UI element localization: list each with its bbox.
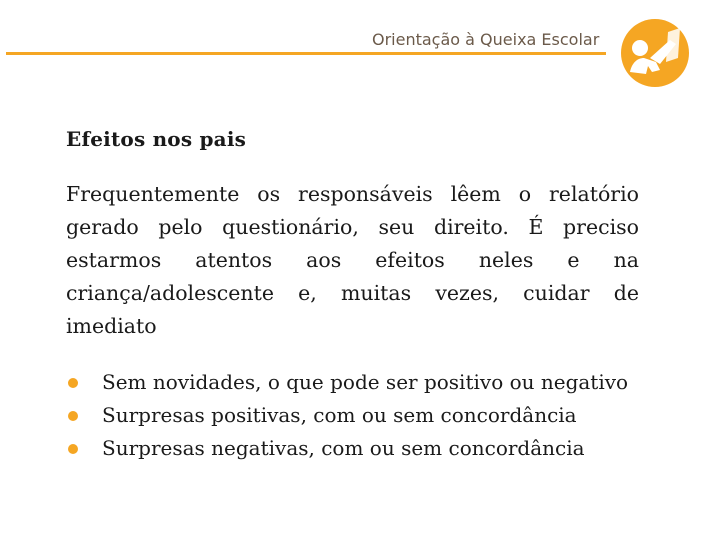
bullet-dot-icon [68, 411, 78, 421]
list-item [68, 432, 628, 465]
bullet-list [68, 366, 628, 465]
header-divider [6, 52, 606, 55]
body-paragraph: Frequentemente os responsáveis lêem o relatório gerado pelo questionário, seu direito. É preciso estarmos atentos aos efeitos neles e na criança/adolescente e, muitas vezes, cuidar de imediato [66, 182, 639, 338]
slide-header [0, 0, 720, 100]
section-title: Efeitos nos pais [66, 127, 247, 151]
list-item-text: Surpresas negativas, com ou sem concordância [102, 436, 585, 460]
bullet-dot-icon [68, 378, 78, 388]
header-title: Orientação à Queixa Escolar [372, 30, 600, 49]
list-item [68, 366, 628, 399]
reading-child-logo-icon [620, 18, 690, 88]
list-item-text: Sem novidades, o que pode ser positivo ou negativo [102, 370, 629, 394]
list-item-text: Surpresas positivas, com ou sem concordância [102, 403, 577, 427]
bullet-dot-icon [68, 444, 78, 454]
list-item [68, 399, 628, 432]
